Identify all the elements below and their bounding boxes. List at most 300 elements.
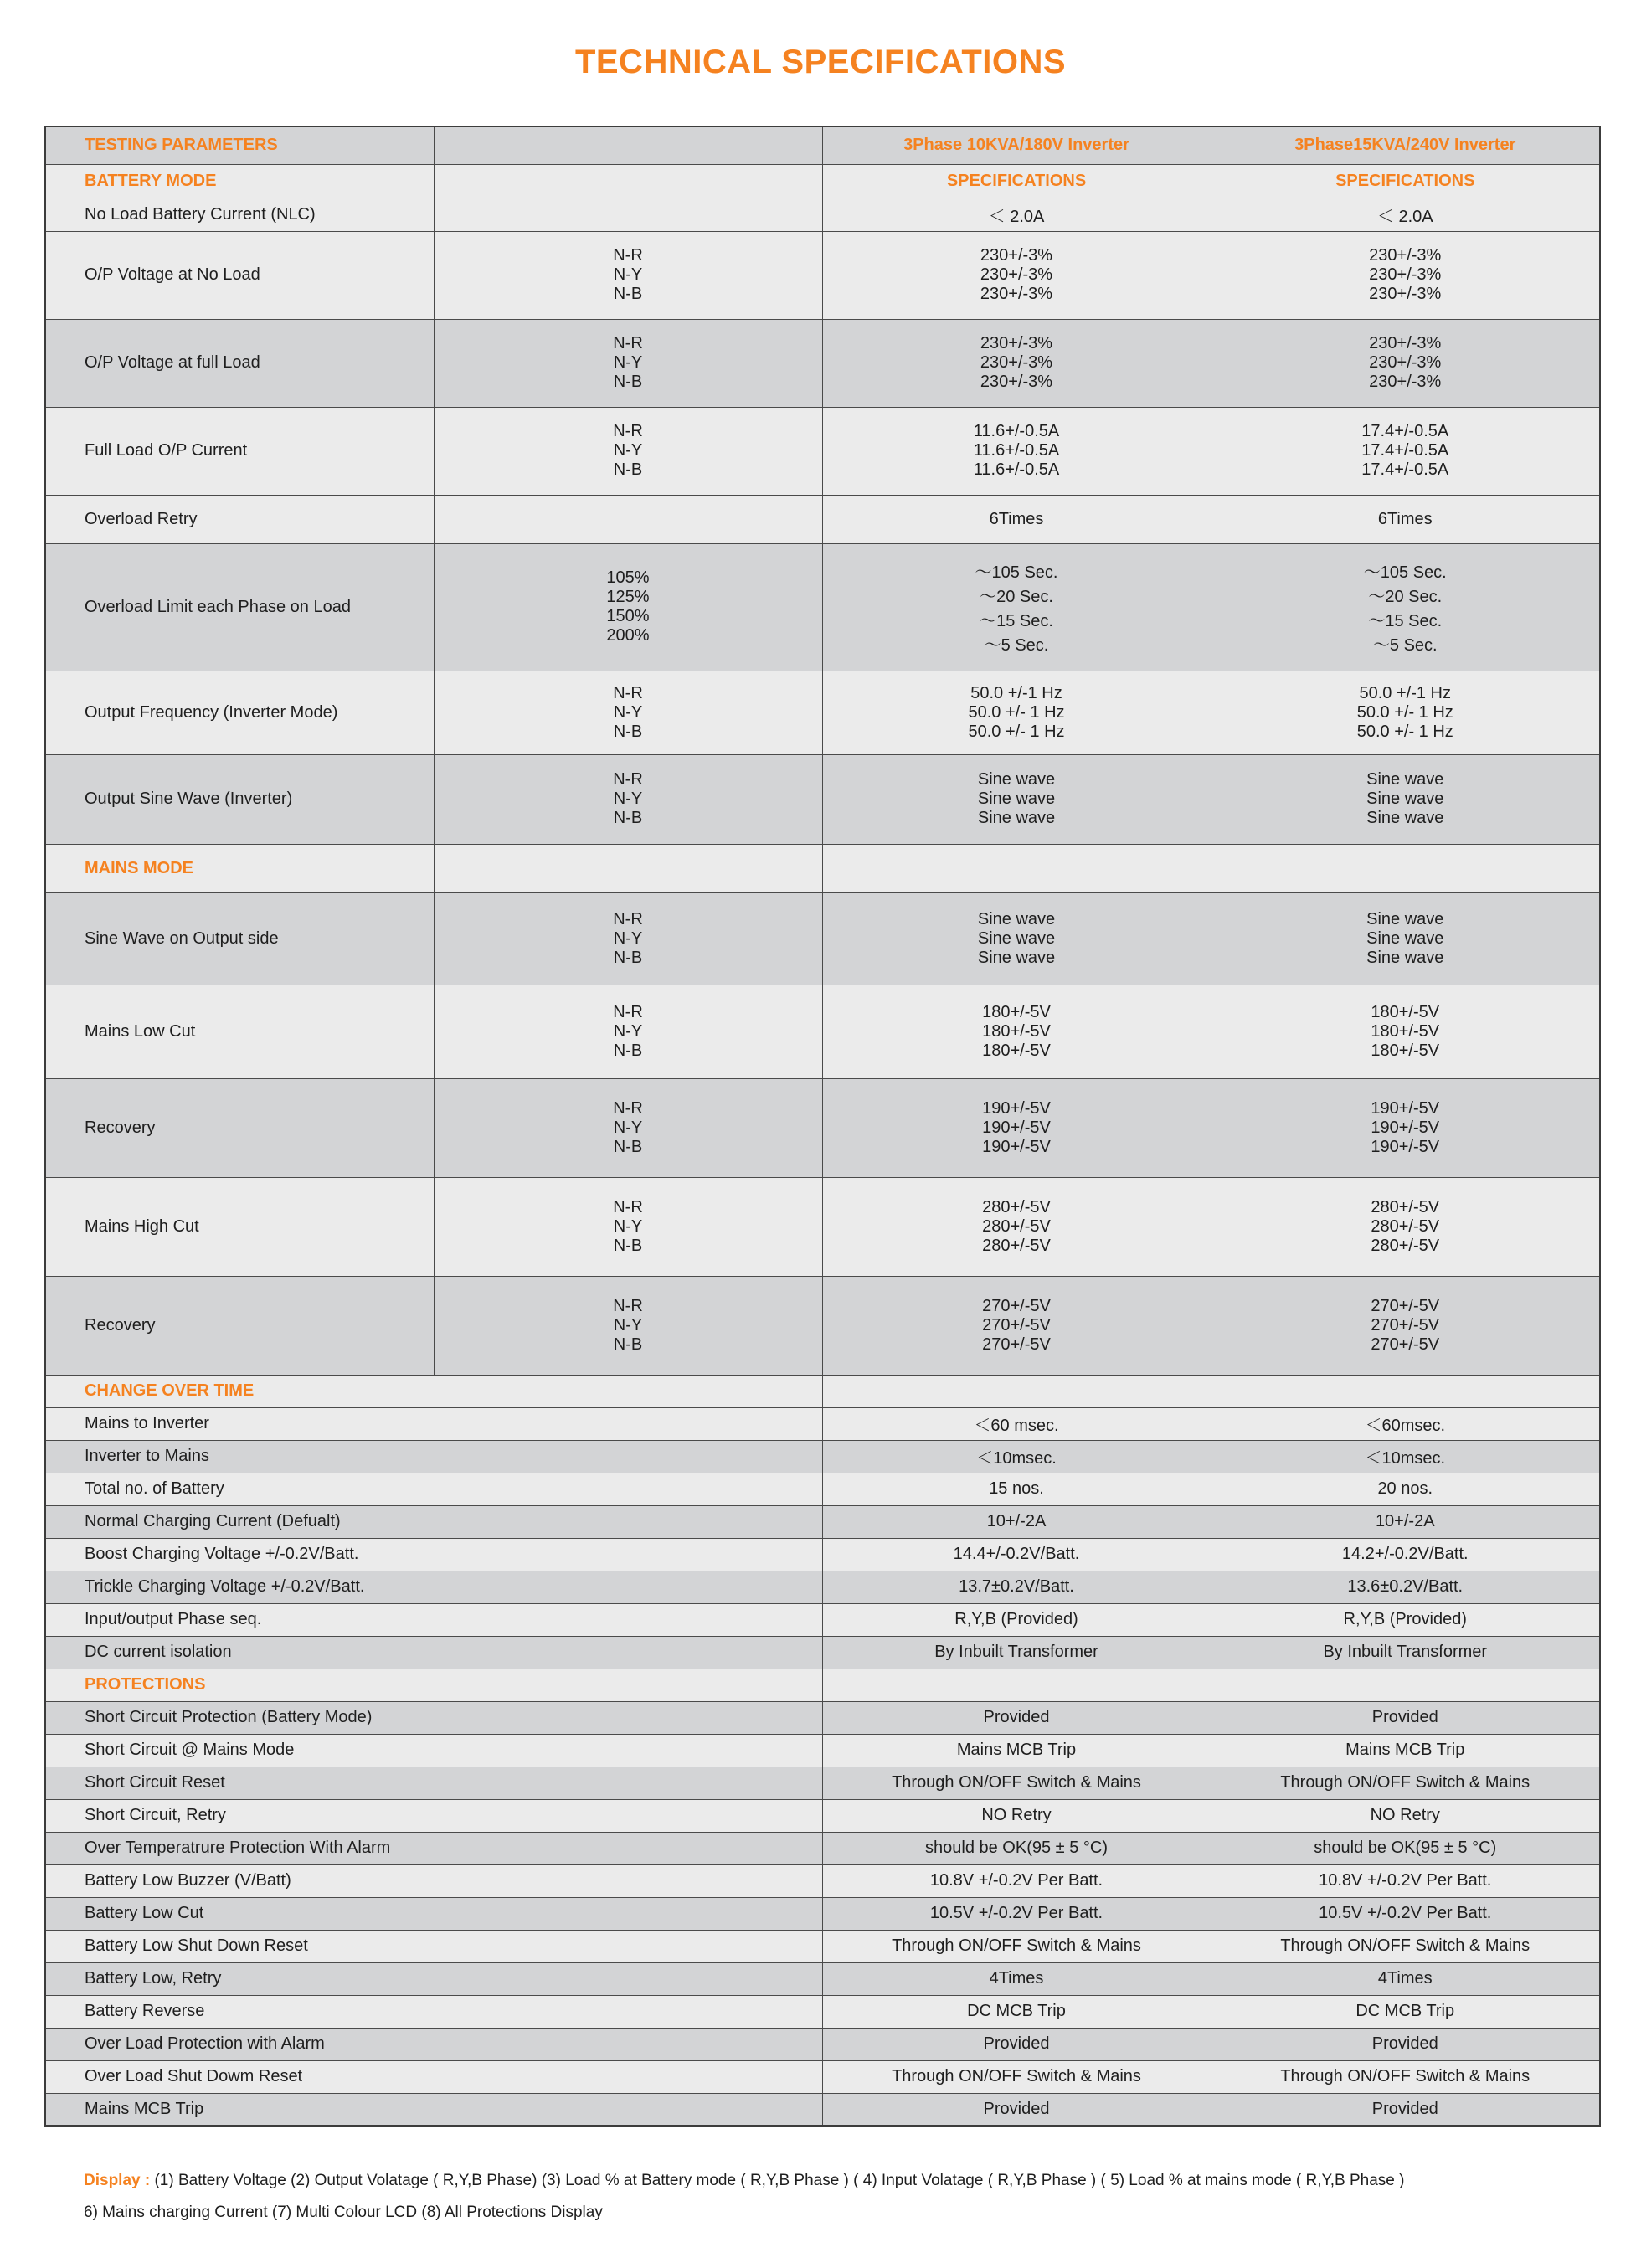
value-15kva-line: 190+/-5V [1371, 1137, 1440, 1156]
value-10kva: Through ON/OFF Switch & Mains [822, 1930, 1211, 1962]
parameter-label: Short Circuit Protection (Battery Mode) [45, 1701, 822, 1734]
table-row [45, 1603, 1600, 1636]
value-10kva-line: 50.0 +/-1 Hz [970, 683, 1062, 702]
value-15kva-line: 17.4+/-0.5A [1361, 422, 1449, 440]
value-15kva-line: 230+/-3% [1369, 265, 1442, 284]
phase-cell-line: N-B [613, 285, 643, 303]
value-15kva: 10.5V +/-0.2V Per Batt. [1211, 1897, 1600, 1930]
value-10kva [822, 844, 1211, 892]
value-15kva-lines [1211, 1198, 1600, 1256]
value-10kva [822, 985, 1211, 1078]
phase-cell-line: N-Y [613, 1216, 643, 1236]
value-15kva [1211, 844, 1600, 892]
table-row [45, 2093, 1600, 2126]
parameter-label: Trickle Charging Voltage +/-0.2V/Batt. [45, 1571, 822, 1603]
phase-cell-line: 150% [606, 607, 650, 625]
value-15kva [1211, 231, 1600, 319]
phase-cell-line: N-B [613, 1335, 643, 1354]
table-row [45, 1832, 1600, 1864]
footer-line-1-text: (1) Battery Voltage (2) Output Volatage ( R,Y,B Phase) (3) Load % at Battery mode ( R,Y,B Phase ) ( 4) Input Volatage ( R,Y,B Phase ) ( 5) Load % at mains mode ( R,Y,B Phase ) [150, 2172, 1405, 2189]
parameter-label: O/P Voltage at No Load [45, 231, 434, 319]
table-row [45, 1767, 1600, 1799]
phase-cell [434, 164, 822, 198]
value-10kva: 10+/-2A [822, 1505, 1211, 1538]
parameter-label: Battery Low, Retry [45, 1962, 822, 1995]
phase-cell-lines [435, 568, 822, 645]
value-10kva: should be OK(95 ± 5 °C) [822, 1832, 1211, 1864]
phase-cell-lines [435, 334, 822, 392]
table-row [45, 1571, 1600, 1603]
phase-cell-line: N-Y [613, 441, 643, 460]
value-10kva: Mains MCB Trip [822, 1734, 1211, 1767]
table-row [45, 1734, 1600, 1767]
phase-cell-line: N-B [613, 373, 643, 391]
value-15kva-line: 180+/-5V [1371, 1002, 1440, 1021]
value-15kva [1211, 1078, 1600, 1177]
parameter-label: Short Circuit @ Mains Mode [45, 1734, 822, 1767]
value-10kva-line: 230+/-3% [980, 334, 1053, 352]
value-15kva-line: ～15 Sec. [1368, 612, 1443, 630]
value-15kva: 10+/-2A [1211, 1505, 1600, 1538]
value-15kva-line: Sine wave [1366, 789, 1444, 808]
value-15kva-line: 190+/-5V [1371, 1118, 1440, 1137]
value-10kva-line: 180+/-5V [982, 1041, 1051, 1060]
value-10kva-lines [823, 334, 1211, 392]
parameter-label: Battery Low Shut Down Reset [45, 1930, 822, 1962]
parameter-label: Inverter to Mains [45, 1440, 822, 1473]
table-row [45, 543, 1600, 671]
display-label: Display : [84, 2172, 151, 2189]
phase-cell-line: N-R [613, 770, 643, 789]
parameter-label: Battery Low Buzzer (V/Batt) [45, 1864, 822, 1897]
parameter-label: Battery Reverse [45, 1995, 822, 2028]
phase-cell [434, 198, 822, 231]
parameter-label: Sine Wave on Output side [45, 892, 434, 985]
parameter-label: Over Load Shut Dowm Reset [45, 2060, 822, 2093]
phase-cell-line: N-Y [613, 1118, 643, 1137]
parameter-label: Short Circuit, Retry [45, 1799, 822, 1832]
footer-line-2: 6) Mains charging Current (7) Multi Colour LCD (8) All Protections Display [84, 2204, 603, 2221]
phase-cell [434, 892, 822, 985]
value-10kva: NO Retry [822, 1799, 1211, 1832]
value-15kva-lines [1211, 684, 1600, 742]
phase-cell-lines [435, 684, 822, 742]
value-10kva [822, 543, 1211, 671]
value-15kva: 14.2+/-0.2V/Batt. [1211, 1538, 1600, 1571]
footer-line-1 [84, 2165, 1608, 2197]
phase-cell-line: N-Y [613, 928, 643, 948]
value-15kva-line: 180+/-5V [1371, 1041, 1440, 1060]
value-15kva-line: 17.4+/-0.5A [1361, 441, 1449, 460]
parameter-label: Mains Low Cut [45, 985, 434, 1078]
section-title: BATTERY MODE [45, 164, 434, 198]
phase-cell-line: N-Y [613, 1315, 643, 1335]
value-10kva-line: 280+/-5V [982, 1236, 1051, 1255]
value-10kva-line: Sine wave [977, 928, 1056, 948]
value-15kva: 6Times [1211, 495, 1600, 543]
value-15kva: SPECIFICATIONS [1211, 164, 1600, 198]
table-row [45, 1177, 1600, 1276]
value-10kva [822, 754, 1211, 844]
value-15kva-line: Sine wave [1366, 809, 1444, 827]
value-10kva-lines [823, 246, 1211, 304]
parameter-label: Boost Charging Voltage +/-0.2V/Batt. [45, 1538, 822, 1571]
table-row [45, 1897, 1600, 1930]
value-10kva-line: 280+/-5V [982, 1216, 1051, 1236]
value-15kva-line: ～20 Sec. [1368, 588, 1443, 606]
value-10kva-line: 270+/-5V [982, 1315, 1051, 1335]
phase-cell [434, 985, 822, 1078]
value-15kva-lines [1211, 1003, 1600, 1061]
value-10kva: Through ON/OFF Switch & Mains [822, 1767, 1211, 1799]
phase-cell-line: N-B [613, 1137, 643, 1156]
table-row [45, 1799, 1600, 1832]
section-title-row [45, 1375, 1600, 1407]
value-10kva: SPECIFICATIONS [822, 164, 1211, 198]
header-testing-parameters: TESTING PARAMETERS [45, 126, 434, 164]
value-10kva-lines [823, 1297, 1211, 1355]
parameter-label: Overload Limit each Phase on Load [45, 543, 434, 671]
value-10kva: Provided [822, 1701, 1211, 1734]
value-15kva-line: ～5 Sec. [1372, 636, 1438, 655]
value-10kva-line: Sine wave [977, 809, 1056, 827]
table-row [45, 1995, 1600, 2028]
value-10kva: Provided [822, 2028, 1211, 2060]
value-15kva-line: 50.0 +/- 1 Hz [1356, 702, 1453, 722]
value-10kva-line: 230+/-3% [980, 373, 1053, 391]
parameter-label: Output Frequency (Inverter Mode) [45, 671, 434, 754]
table-row [45, 231, 1600, 319]
parameter-label: Battery Low Cut [45, 1897, 822, 1930]
value-15kva: ＜ 2.0A [1211, 198, 1600, 231]
value-10kva-line: 230+/-3% [980, 265, 1053, 284]
value-10kva [822, 231, 1211, 319]
value-10kva-line: 180+/-5V [982, 1021, 1051, 1041]
phase-cell [434, 671, 822, 754]
value-10kva: ＜ 2.0A [822, 198, 1211, 231]
table-row [45, 164, 1600, 198]
value-15kva-line: Sine wave [1366, 909, 1444, 928]
parameter-label: Mains to Inverter [45, 1407, 822, 1440]
table-header-row [45, 126, 1600, 164]
header-model-15kva: 3Phase15KVA/240V Inverter [1211, 126, 1600, 164]
phase-cell-line: N-R [613, 334, 643, 352]
phase-cell-line: 200% [606, 626, 650, 645]
table-row [45, 844, 1600, 892]
value-15kva [1211, 671, 1600, 754]
table-row [45, 1864, 1600, 1897]
value-15kva: Through ON/OFF Switch & Mains [1211, 2060, 1600, 2093]
phase-cell-line: N-B [613, 722, 643, 741]
value-10kva-line: 190+/-5V [982, 1098, 1051, 1118]
phase-cell [434, 543, 822, 671]
table-row [45, 1930, 1600, 1962]
value-15kva: Mains MCB Trip [1211, 1734, 1600, 1767]
value-10kva: 10.5V +/-0.2V Per Batt. [822, 1897, 1211, 1930]
phase-cell [434, 495, 822, 543]
value-10kva-line: Sine wave [977, 789, 1056, 808]
value-10kva [822, 1276, 1211, 1375]
value-10kva-line: 270+/-5V [982, 1335, 1051, 1354]
table-row [45, 1276, 1600, 1375]
value-10kva-lines [823, 1198, 1211, 1256]
value-15kva [1211, 1276, 1600, 1375]
value-10kva-lines [823, 910, 1211, 968]
phase-cell-line: N-R [613, 422, 643, 440]
value-15kva: ＜60msec. [1211, 1407, 1600, 1440]
value-15kva-lines [1211, 1297, 1600, 1355]
phase-cell-lines [435, 770, 822, 828]
value-15kva: R,Y,B (Provided) [1211, 1603, 1600, 1636]
value-15kva [1211, 754, 1600, 844]
value-10kva-line: ～15 Sec. [980, 612, 1053, 630]
phase-cell-line: N-B [613, 948, 643, 967]
section-title: MAINS MODE [45, 844, 434, 892]
phase-cell-line: N-R [613, 909, 643, 928]
value-10kva-line: 11.6+/-0.5A [973, 460, 1060, 479]
value-10kva-lines [823, 558, 1211, 656]
value-15kva-lines [1211, 246, 1600, 304]
value-15kva: 20 nos. [1211, 1473, 1600, 1505]
phase-cell-lines [435, 246, 822, 304]
table-row [45, 1962, 1600, 1995]
value-10kva-line: Sine wave [977, 909, 1056, 928]
value-15kva [1211, 985, 1600, 1078]
value-10kva: 10.8V +/-0.2V Per Batt. [822, 1864, 1211, 1897]
value-15kva: 4Times [1211, 1962, 1600, 1995]
value-10kva: 14.4+/-0.2V/Batt. [822, 1538, 1211, 1571]
value-10kva [822, 319, 1211, 407]
value-15kva [1211, 407, 1600, 495]
value-15kva-line: 190+/-5V [1371, 1098, 1440, 1118]
table-row [45, 1505, 1600, 1538]
value-10kva-line: ～105 Sec. [975, 563, 1058, 582]
phase-cell-line: N-R [613, 1098, 643, 1118]
page-title: TECHNICAL SPECIFICATIONS [574, 44, 1067, 80]
value-15kva: By Inbuilt Transformer [1211, 1636, 1600, 1669]
value-10kva: 4Times [822, 1962, 1211, 1995]
value-10kva [822, 671, 1211, 754]
phase-cell-line: N-Y [613, 1021, 643, 1041]
table-row [45, 2060, 1600, 2093]
value-15kva: Provided [1211, 2028, 1600, 2060]
parameter-label: Recovery [45, 1078, 434, 1177]
phase-cell-line: N-B [613, 1236, 643, 1255]
value-10kva: By Inbuilt Transformer [822, 1636, 1211, 1669]
parameter-label: Overload Retry [45, 495, 434, 543]
parameter-label: Full Load O/P Current [45, 407, 434, 495]
value-15kva-lines [1211, 770, 1600, 828]
table-row [45, 1078, 1600, 1177]
value-15kva-line: 230+/-3% [1369, 334, 1442, 352]
phase-cell-line: 125% [606, 588, 650, 606]
value-15kva [1211, 1669, 1600, 1701]
value-15kva-lines [1211, 1099, 1600, 1157]
table-row [45, 407, 1600, 495]
table-row [45, 1407, 1600, 1440]
table-row [45, 319, 1600, 407]
value-15kva: NO Retry [1211, 1799, 1600, 1832]
phase-cell [434, 319, 822, 407]
phase-cell-line: N-Y [613, 265, 643, 284]
phase-cell-line: N-Y [613, 353, 643, 372]
value-15kva [1211, 1375, 1600, 1407]
value-10kva: Provided [822, 2093, 1211, 2126]
value-10kva: ＜10msec. [822, 1440, 1211, 1473]
spec-table [44, 126, 1601, 2127]
value-10kva-line: 230+/-3% [980, 246, 1053, 265]
parameter-label: Recovery [45, 1276, 434, 1375]
parameter-label: No Load Battery Current (NLC) [45, 198, 434, 231]
value-15kva-line: 270+/-5V [1371, 1315, 1440, 1335]
value-15kva: Through ON/OFF Switch & Mains [1211, 1930, 1600, 1962]
section-title-row [45, 1669, 1600, 1701]
phase-cell-line: N-Y [613, 789, 643, 808]
value-10kva-line: 50.0 +/- 1 Hz [968, 722, 1065, 741]
footer-display-notes [84, 2165, 1608, 2229]
value-15kva: Through ON/OFF Switch & Mains [1211, 1767, 1600, 1799]
phase-cell-line: 105% [606, 568, 650, 587]
table-row [45, 671, 1600, 754]
phase-cell [434, 754, 822, 844]
value-10kva: 13.7±0.2V/Batt. [822, 1571, 1211, 1603]
parameter-label: Short Circuit Reset [45, 1767, 822, 1799]
header-model-10kva: 3Phase 10KVA/180V Inverter [822, 126, 1211, 164]
table-row [45, 2028, 1600, 2060]
value-15kva-lines [1211, 910, 1600, 968]
parameter-label: Total no. of Battery [45, 1473, 822, 1505]
table-row [45, 198, 1600, 231]
value-10kva [822, 1669, 1211, 1701]
parameter-label: O/P Voltage at full Load [45, 319, 434, 407]
value-10kva-lines [823, 1003, 1211, 1061]
value-15kva-line: 17.4+/-0.5A [1361, 460, 1449, 479]
table-row [45, 754, 1600, 844]
phase-cell [434, 844, 822, 892]
value-15kva-line: 270+/-5V [1371, 1296, 1440, 1315]
phase-cell-lines [435, 1099, 822, 1157]
phase-cell-lines [435, 1297, 822, 1355]
phase-cell-lines [435, 422, 822, 480]
value-10kva-line: ～20 Sec. [980, 588, 1053, 606]
table-row [45, 1538, 1600, 1571]
parameter-label: DC current isolation [45, 1636, 822, 1669]
value-10kva-lines [823, 422, 1211, 480]
phase-cell-line: N-Y [613, 702, 643, 722]
value-10kva [822, 1078, 1211, 1177]
value-10kva-line: 230+/-3% [980, 353, 1053, 372]
phase-cell [434, 1078, 822, 1177]
parameter-label: Normal Charging Current (Defualt) [45, 1505, 822, 1538]
section-title: CHANGE OVER TIME [45, 1375, 822, 1407]
value-15kva: 10.8V +/-0.2V Per Batt. [1211, 1864, 1600, 1897]
phase-cell-line: N-R [613, 683, 643, 702]
header-blank [434, 126, 822, 164]
value-10kva-lines [823, 684, 1211, 742]
value-15kva: should be OK(95 ± 5 °C) [1211, 1832, 1600, 1864]
value-15kva-line: 280+/-5V [1371, 1197, 1440, 1216]
table-row [45, 1636, 1600, 1669]
value-10kva: R,Y,B (Provided) [822, 1603, 1211, 1636]
parameter-label: Output Sine Wave (Inverter) [45, 754, 434, 844]
value-10kva: Through ON/OFF Switch & Mains [822, 2060, 1211, 2093]
value-15kva: ＜10msec. [1211, 1440, 1600, 1473]
value-10kva-line: 230+/-3% [980, 285, 1053, 303]
value-15kva: Provided [1211, 2093, 1600, 2126]
value-10kva [822, 1375, 1211, 1407]
value-15kva: DC MCB Trip [1211, 1995, 1600, 2028]
value-15kva-lines [1211, 334, 1600, 392]
table-row [45, 1473, 1600, 1505]
value-15kva: 13.6±0.2V/Batt. [1211, 1571, 1600, 1603]
value-10kva-lines [823, 1099, 1211, 1157]
value-10kva [822, 1177, 1211, 1276]
value-15kva-line: 270+/-5V [1371, 1335, 1440, 1354]
value-15kva-line: 280+/-5V [1371, 1236, 1440, 1255]
phase-cell-line: N-B [613, 809, 643, 827]
value-15kva [1211, 543, 1600, 671]
value-15kva-line: Sine wave [1366, 928, 1444, 948]
value-10kva-line: 280+/-5V [982, 1197, 1051, 1216]
value-15kva-line: 280+/-5V [1371, 1216, 1440, 1236]
table-row [45, 1440, 1600, 1473]
value-10kva-line: 50.0 +/- 1 Hz [968, 702, 1065, 722]
value-15kva-line: 230+/-3% [1369, 246, 1442, 265]
table-row [45, 1701, 1600, 1734]
value-15kva-line: Sine wave [1366, 770, 1444, 789]
phase-cell-line: N-B [613, 1041, 643, 1060]
phase-cell-line: N-R [613, 1296, 643, 1315]
value-10kva: 15 nos. [822, 1473, 1211, 1505]
phase-cell-lines [435, 910, 822, 968]
value-10kva-line: Sine wave [977, 770, 1056, 789]
value-10kva-line: 11.6+/-0.5A [973, 441, 1060, 460]
value-15kva-lines [1211, 558, 1600, 656]
phase-cell-line: N-B [613, 460, 643, 479]
value-15kva [1211, 319, 1600, 407]
value-10kva: 6Times [822, 495, 1211, 543]
value-10kva-line: ～5 Sec. [984, 636, 1049, 655]
value-15kva-line: ～105 Sec. [1363, 563, 1447, 582]
value-15kva-line: 180+/-5V [1371, 1021, 1440, 1041]
parameter-label: Input/output Phase seq. [45, 1603, 822, 1636]
phase-cell-line: N-R [613, 246, 643, 265]
value-10kva-line: 180+/-5V [982, 1002, 1051, 1021]
value-15kva-line: 230+/-3% [1369, 353, 1442, 372]
table-row [45, 985, 1600, 1078]
value-15kva-lines [1211, 422, 1600, 480]
value-15kva-line: 50.0 +/- 1 Hz [1356, 722, 1453, 741]
parameter-label: Over Temperatrure Protection With Alarm [45, 1832, 822, 1864]
table-row [45, 495, 1600, 543]
value-10kva-line: Sine wave [977, 948, 1056, 967]
value-15kva-line: 230+/-3% [1369, 285, 1442, 303]
phase-cell [434, 231, 822, 319]
phase-cell [434, 407, 822, 495]
parameter-label: Mains High Cut [45, 1177, 434, 1276]
phase-cell-lines [435, 1198, 822, 1256]
value-15kva: Provided [1211, 1701, 1600, 1734]
value-15kva [1211, 892, 1600, 985]
value-10kva [822, 892, 1211, 985]
value-15kva [1211, 1177, 1600, 1276]
phase-cell-lines [435, 1003, 822, 1061]
value-10kva [822, 407, 1211, 495]
phase-cell [434, 1177, 822, 1276]
value-15kva-line: 50.0 +/-1 Hz [1359, 683, 1451, 702]
value-10kva-lines [823, 770, 1211, 828]
phase-cell-line: N-R [613, 1002, 643, 1021]
